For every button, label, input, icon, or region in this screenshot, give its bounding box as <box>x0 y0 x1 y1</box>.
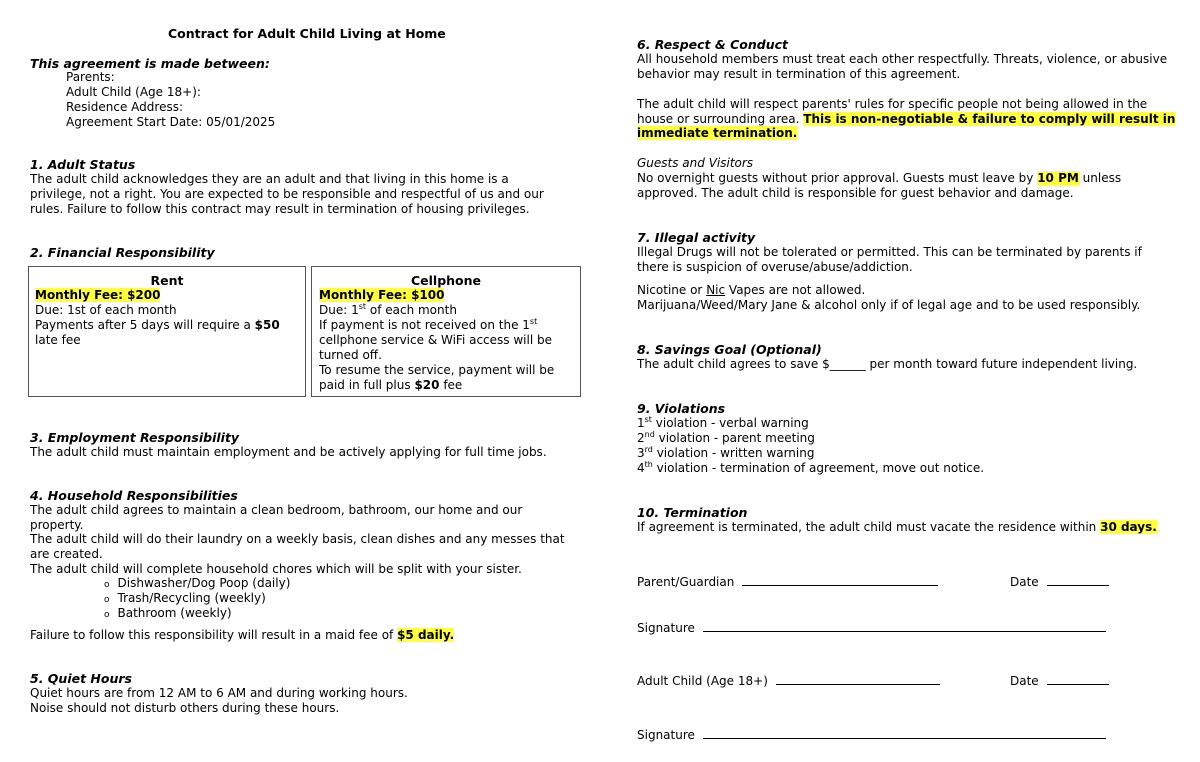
violation-text: violation - written warning <box>652 446 815 460</box>
cell-line: cellphone service & WiFi access will be <box>319 333 552 347</box>
s6-highlight: This is non-negotiable & failure to comply will result in <box>803 112 1176 126</box>
violation-number: 1 <box>637 416 645 430</box>
guests-text: unless <box>1078 171 1122 185</box>
s4-fee <box>30 628 454 643</box>
parent-signature-label: Signature <box>637 621 695 635</box>
adult-child-label: Adult Child (Age 18+) <box>637 674 768 688</box>
s4-fee-amount: $5 daily. <box>397 628 455 642</box>
s8-heading: 8. Savings Goal (Optional) <box>637 342 822 357</box>
violation-text: violation - verbal warning <box>651 416 809 430</box>
s3-heading: 3. Employment Responsibility <box>30 430 240 445</box>
rent-title: Rent <box>150 273 184 288</box>
s4-line: are created. <box>30 547 103 561</box>
violation-number: 4 <box>637 461 645 475</box>
s4-line: The adult child will complete household chores which will be split with your sister. <box>30 562 522 576</box>
intro-heading: This agreement is made between: <box>30 56 270 71</box>
chore-item: o Dishwasher/Dog Poop (daily) <box>104 576 291 590</box>
parent-guardian-label: Parent/Guardian <box>637 575 735 589</box>
s7-heading: 7. Illegal activity <box>637 230 756 245</box>
s9-heading: 9. Violations <box>637 401 726 416</box>
cell-title: Cellphone <box>410 273 482 288</box>
parent-date-line <box>1010 573 1109 590</box>
s6-line: behavior may result in termination of this agreement. <box>637 67 961 81</box>
guests-text: No overnight guests without prior approval. Guests must leave by <box>637 171 1038 185</box>
cell-line: turned off. <box>319 348 382 362</box>
violation-number: 3 <box>637 446 645 460</box>
chore-label: Dishwasher/Dog Poop (daily) <box>117 576 291 590</box>
s10-heading: 10. Termination <box>637 505 748 520</box>
s4-fee-text: Failure to follow this responsibility will result in a maid fee of <box>30 628 398 642</box>
rent-late-text: Payments after 5 days will require a <box>35 318 255 332</box>
cell-due: Due: 1 <box>319 303 359 317</box>
cell-due-sup: st <box>358 302 367 311</box>
child-date-label: Date <box>1010 674 1039 688</box>
s6-text: house or surrounding area. <box>637 112 804 126</box>
parent-date-field[interactable] <box>1047 573 1109 586</box>
s7-text-underlined: Nic <box>706 283 726 297</box>
adult-child-line <box>637 672 940 689</box>
s1-heading: 1. Adult Status <box>30 157 136 172</box>
child-signature-field[interactable] <box>703 726 1106 739</box>
s4-line: property. <box>30 518 84 532</box>
s7-line: Illegal Drugs will not be tolerated or permitted. This can be terminated by parents if <box>637 245 1142 259</box>
s10-text: If agreement is terminated, the adult child must vacate the residence within <box>637 520 1101 534</box>
s4-line: The adult child will do their laundry on a weekly basis, clean dishes and any messes that <box>30 532 565 546</box>
chore-label: Bathroom (weekly) <box>117 606 232 620</box>
s1-line: rules. Failure to follow this contract may result in termination of housing privileges. <box>30 202 530 216</box>
s6-line: All household members must treat each other respectfully. Threats, violence, or abusive <box>637 52 1168 66</box>
child-signature-label: Signature <box>637 728 695 742</box>
violation-suffix: st <box>644 415 652 424</box>
child-date-field[interactable] <box>1047 672 1109 685</box>
chore-item: o Trash/Recycling (weekly) <box>104 591 266 605</box>
s5-line: Noise should not disturb others during these hours. <box>30 701 340 715</box>
violation-item <box>637 446 814 461</box>
intro-adult-child: Adult Child (Age 18+): <box>66 85 201 99</box>
s5-line: Quiet hours are from 12 AM to 6 AM and during working hours. <box>30 686 408 700</box>
s7-line <box>637 283 865 298</box>
cell-line: If payment is not received on the 1 <box>319 318 530 332</box>
s6-line: The adult child will respect parents' rules for specific people not being allowed in the <box>637 97 1148 111</box>
s1-line: The adult child acknowledges they are an adult and that living in this home is a <box>30 172 509 186</box>
s10-highlight: 30 days. <box>1100 520 1157 534</box>
guests-line <box>637 171 1121 186</box>
s6-line <box>637 112 1175 127</box>
child-date-line <box>1010 672 1109 689</box>
parent-signature-line <box>637 619 1106 636</box>
intro-start-date: Agreement Start Date: 05/01/2025 <box>66 115 276 129</box>
guests-heading: Guests and Visitors <box>637 156 754 170</box>
s7-line: Marijuana/Weed/Mary Jane & alcohol only if of legal age and to be used responsibly. <box>637 298 1141 312</box>
rent-late-fee: late fee <box>35 333 81 347</box>
rent-due: Due: 1st of each month <box>35 303 177 317</box>
violation-suffix: rd <box>644 445 653 454</box>
s7-text: Nicotine or <box>637 283 707 297</box>
chore-item: o Bathroom (weekly) <box>104 606 232 620</box>
parent-signature-field[interactable] <box>703 619 1106 632</box>
parent-guardian-field[interactable] <box>742 573 938 586</box>
cell-due-rest: of each month <box>366 303 457 317</box>
cell-line: To resume the service, payment will be <box>319 363 555 377</box>
child-signature-line <box>637 726 1106 743</box>
s4-heading: 4. Household Responsibilities <box>30 488 238 503</box>
intro-residence: Residence Address: <box>66 100 183 114</box>
parent-date-label: Date <box>1010 575 1039 589</box>
guests-time: 10 PM <box>1037 171 1079 185</box>
s10-line <box>637 520 1157 535</box>
s6-line <box>637 126 797 141</box>
cellphone-box <box>311 266 581 397</box>
s6-heading: 6. Respect & Conduct <box>637 37 789 52</box>
s2-heading: 2. Financial Responsibility <box>30 245 215 260</box>
cell-line: paid in full plus <box>319 378 415 392</box>
document-title: Contract for Adult Child Living at Home <box>168 26 446 41</box>
violation-number: 2 <box>637 431 645 445</box>
chore-label: Trash/Recycling (weekly) <box>117 591 266 605</box>
s7-line: there is suspicion of overuse/abuse/addiction. <box>637 260 913 274</box>
cell-line: fee <box>439 378 463 392</box>
cell-fee: Monthly Fee: $100 <box>319 288 445 302</box>
s5-heading: 5. Quiet Hours <box>30 671 132 686</box>
s1-line: privilege, not a right. You are expected to be responsible and respectful of us and our <box>30 187 544 201</box>
cell-line-sup: st <box>529 317 538 326</box>
violation-item <box>637 461 984 476</box>
s6-highlight: immediate termination. <box>637 126 798 140</box>
guests-line: approved. The adult child is responsible for guest behavior and damage. <box>637 186 1074 200</box>
violation-item <box>637 416 809 431</box>
violation-text: violation - termination of agreement, move out notice. <box>652 461 985 475</box>
violation-text: violation - parent meeting <box>654 431 815 445</box>
rent-fee: Monthly Fee: $200 <box>35 288 161 302</box>
rent-late-amount: $50 <box>254 318 280 332</box>
rent-box <box>28 266 306 397</box>
parent-guardian-line <box>637 573 938 590</box>
s7-text: Vapes are not allowed. <box>725 283 866 297</box>
s4-line: The adult child agrees to maintain a clean bedroom, bathroom, our home and our <box>30 503 523 517</box>
intro-parents: Parents: <box>66 70 115 84</box>
adult-child-field[interactable] <box>776 672 940 685</box>
cell-resume-fee: $20 <box>414 378 440 392</box>
violation-suffix: nd <box>644 430 655 439</box>
s8-text: The adult child agrees to save $______ per month toward future independent living. <box>637 357 1138 371</box>
violation-item <box>637 431 815 446</box>
s3-text: The adult child must maintain employment and be actively applying for full time jobs. <box>30 445 547 459</box>
violation-suffix: th <box>644 460 653 469</box>
